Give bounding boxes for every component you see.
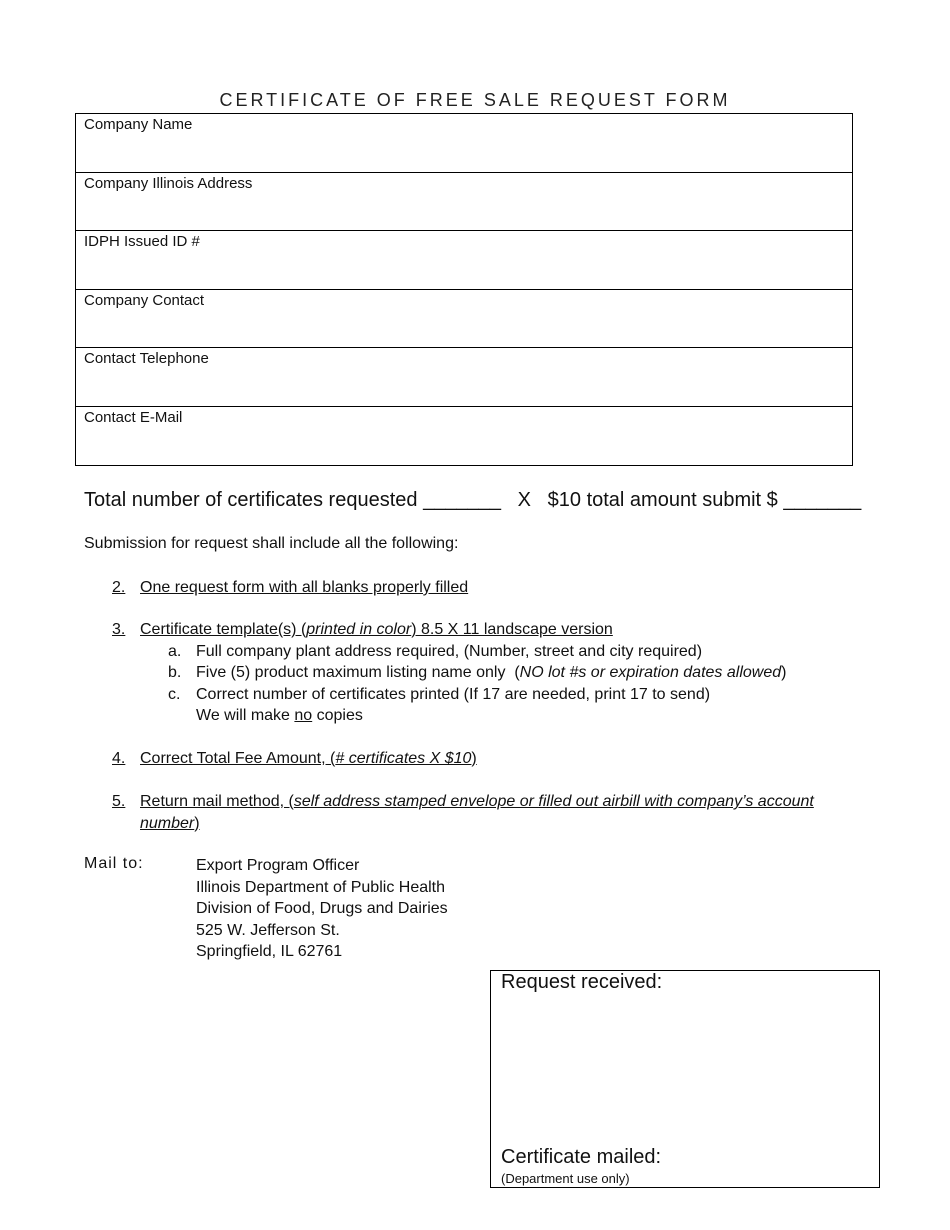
- idph-id-field[interactable]: [76, 231, 852, 290]
- item-text: One request form with all blanks properly filled: [140, 579, 469, 596]
- item-number: 2.: [112, 579, 126, 596]
- company-name-field[interactable]: [76, 114, 852, 173]
- sub-item-b: b. Five (5) product maximum listing name only (NO lot #s or expiration dates allowed): [168, 664, 787, 681]
- item-number: 5.: [112, 793, 126, 810]
- item-text: Certificate template(s) (printed in color) 8.5 X 11 landscape version: [140, 621, 613, 638]
- item-number: 3.: [112, 621, 126, 638]
- department-use-box: [490, 970, 880, 1188]
- company-address-label: Company Illinois Address: [84, 174, 253, 192]
- submission-intro: Submission for request shall include all the following:: [84, 535, 459, 552]
- contact-email-label: Contact E-Mail: [84, 408, 183, 426]
- sub-item-c: c. Correct number of certificates printed (If 17 are needed, print 17 to send): [168, 686, 711, 703]
- amount-blank[interactable]: _______: [783, 489, 862, 511]
- item-text: Correct Total Fee Amount, (# certificates X $10): [140, 750, 477, 767]
- address-line: Springfield, IL 62761: [196, 943, 343, 960]
- idph-id-label: IDPH Issued ID #: [84, 233, 200, 251]
- company-contact-field[interactable]: [76, 290, 852, 349]
- item-text: Return mail method, (self address stamped envelope or filled out airbill with company’s account number): [140, 793, 814, 832]
- mail-address: [196, 855, 448, 963]
- form-title: CERTIFICATE OF FREE SALE REQUEST FORM: [219, 90, 731, 110]
- certificate-mailed-label: Certificate mailed:: [501, 1146, 662, 1168]
- company-contact-label: Company Contact: [84, 291, 205, 309]
- address-line: Illinois Department of Public Health: [196, 878, 446, 896]
- address-line: Export Program Officer: [196, 857, 360, 874]
- fee-text: $10 total amount submit $: [547, 489, 778, 511]
- mail-to-label: Mail to:: [84, 855, 144, 872]
- department-use-note: (Department use only): [501, 1171, 630, 1186]
- request-received-label: Request received:: [501, 971, 663, 993]
- times-symbol: X: [517, 489, 531, 511]
- contact-email-field[interactable]: [76, 407, 852, 466]
- sub-item-a: a. Full company plant address required, (Number, street and city required): [168, 643, 703, 660]
- company-name-label: Company Name: [84, 116, 193, 133]
- contact-telephone-field[interactable]: [76, 348, 852, 407]
- address-line: Division of Food, Drugs and Dairies: [196, 900, 448, 917]
- contact-telephone-label: Contact Telephone: [84, 350, 209, 368]
- total-certificates-line: [84, 489, 861, 512]
- company-address-field[interactable]: [76, 173, 852, 232]
- sub-item-c-note: We will make no copies: [196, 707, 363, 724]
- item-number: 4.: [112, 750, 126, 767]
- certificate-count-blank[interactable]: _______: [423, 489, 501, 511]
- address-line: 525 W. Jefferson St.: [196, 921, 340, 939]
- total-label: Total number of certificates requested: [84, 489, 418, 511]
- company-info-table: [75, 113, 853, 466]
